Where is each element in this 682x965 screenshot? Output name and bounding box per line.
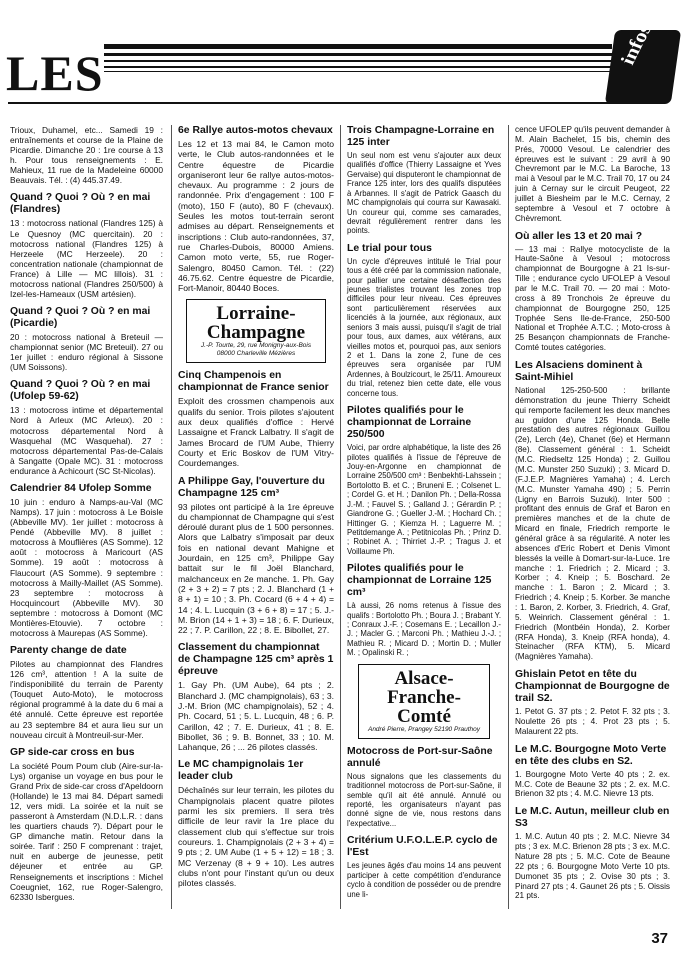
article-text: 1. Petot G. 37 pts ; 2. Petot F. 32 pts ; 3. Noulette 26 pts ; 4. Prot 23 pts ; 5. Malaurent 22 pts. <box>515 707 670 736</box>
article-heading: GP side-car cross en bus <box>10 746 135 758</box>
article-heading: Pilotes qualifiés pour le championnat de Lorraine 125 cm³ <box>347 563 492 599</box>
column-divider <box>340 125 341 909</box>
header-rule <box>104 71 612 72</box>
infos-badge <box>605 21 681 104</box>
article-heading: Calendrier 84 Ufolep Somme <box>10 482 152 494</box>
article-text: 93 pilotes ont participé à la 1re épreuve du championnat de Champagne qui s'est déroulé durant plus de 1 500 personnes. Alors que Lalbatry s'imposait par deux fois en national devant Mahigne et Jourdain, en 125 cm³, Philippe Gay battait sur le fil Joël Blanchard, malchanceux en 2e manche. 1. Ph. Gay (2 + 3 + 2) = 7 pts ; 2. J. Blanchard (1 + 8 + 1) = 10 ; 3. Ph. Cocard (6 + 4 + 4) = 14 ; 4. L. Lucquin (3 + 6 + 8) = 17 ; 5. J.-M. Brion (14 + 1 + 3) = 18 ; 6. F. Durieux, 22 ; 7. P. Carillon, 22 ; 8. E. Bibollet, 27. <box>178 501 334 636</box>
article-text: Un cycle d'épreuves intitulé le Trial pour tous a été créé par la commission nationale, pour pallier une certaine désaffection des jeunes trialistes trouvant les zones trop difficiles pour leur niveau. Ces épreuves sont particulièrement réservées aux licenciés à la journée, aux régionaux, aux seniors 3 mais aussi, puisqu'il s'agit de trial pour tous, aux dames, aux vétérans, aux vieilles motos et, pourquoi pas, aux seniors 2 et 1. Dans la zone 2, l'une de ces épreuves sera organisée par l'UM Ardennes, à Boulzicourt, le 25/11. Amoureux du trial, retenez bien cette date, elle vous concerne tous. <box>347 256 501 398</box>
article-heading: Parenty change de date <box>10 645 127 657</box>
article-text: Exploit des crossmen champenois aux qualifs du senior. Trois pilotes s'ajoutent aux deux qualifiés d'office : Hervé Lassaigne et Franck Lalbatry. Il s'agit de James Brocard de l'UM Aube, Thierry Courty et Eric Boskov de l'UM Vitry-Courdemanges. <box>178 396 334 469</box>
column-3 <box>347 125 501 899</box>
header-rule <box>104 53 612 56</box>
column-divider <box>171 125 172 909</box>
article-text: cence UFOLEP qu'ils peuvent demander à M. Alain Bachelet, 15 bis, chemin des Prés, 70000 Vesoul. Le calendrier des épreuves est le suivant : 29 avril à 90 Chevremont par le M.C. La Baroche, 13 mai à Vesoul par le M.C. Trail 70, 17 ou 24 juin à Cernay sur le circuit Peugeot, 22 juillet à Biesheim par le M.C. Cernay, 2 septembre à Vesoul et 7 octobre à Chèvremont. <box>515 125 670 223</box>
article-heading: Cinq Champenois en championnat de France senior <box>178 370 329 394</box>
header-rule <box>8 102 612 104</box>
article-heading: Classement du championnat de Champagne 125 cm³ après 1 épreuve <box>178 642 334 678</box>
article-text: National 125-250-500 : brillante démonstration du jeune Thierry Scheidt qui remporte facilement les deux manches au guidon d'une 125 Honda. Belle prestation des autres régionaux Guillou (2e), Lerch (4e), Chanet (6e) et Hermann (8e). Classement général : 1. Scheidt (M.C. Riedseltz 125 Honda) ; 2. Guillou (M.C. Munster 250 Suzuki) ; 3. Micard D. (F.J.E.P. Magnières Yamaha) ; 4. Lerch (M.C. Munster Yamaha 490) ; 5. Perrin (Ligny en Barrois Suzuki). Inter 500 : profitant des ennuis de Graf et Baron en premières manches et de la chute de Micard en finale, Friedrich remporte le général grâce à sa régularité. A noter les absences d'Eric Robert et Denis Vimont blessés la veille à Domart-sur-la-Luce. 1re manche : 1. Friedrich ; 2. Micard ; 3. Korber ; 4. Kneip ; 5. Boschard. 2e manche : 1. Baron ; 2. Micard ; 3. Friedrich ; 4. Kneip ; 5. Korber. 3e manche : 1. Baron, 2. Korber, 3. Friedrich, 4. Graf, 5. Weinrich. Classement général : 1. Friedrich (Montbéin Honda), 2. Korber (RFA Honda), 3. Kneip (RFA honda), 4. Steinacher (RFA KTM), 5. Micard (Magnières Yamaha). <box>515 386 670 662</box>
article-text: Pilotes au championnat des Flandres 126 cm³, attention ! A la suite de l'indisponibilité du terrain de Parenty (Touquet Auto-Moto), le motocross régional programmé à la date du 6 mai a été annulé. Cette épreuve est reportée au 23 septembre 84 et aura lieu sur un nouveau circuit à Montreuil-sur-Mer. <box>10 659 163 740</box>
region-title: Alsace-Franche-Comté <box>387 667 461 727</box>
region-title: Lorraine-Champagne <box>206 303 306 344</box>
article-text: Là aussi, 26 noms retenus à l'issue des qualifs : Bortolotto Ph. ; Boura J. ; Brabant Y. ; Conraux J.-F. ; Cosemans E. ; Lecaillon J.-J. ; Macler G. ; Marconi Ph. ; Mathieu J.-J. ; Mathieu R. ; Micard D. ; Mortin D. ; Muller M. ; Opalinski R. ; <box>347 601 502 658</box>
header-rule <box>104 66 612 68</box>
article-text: 1. Gay Ph. (UM Aube), 64 pts ; 2. Blanchard J. (MC champignolais), 63 ; 3. J.-M. Brion (MC champignolais), 52 ; 4. Ph. Cocard, 51 ; 5. L. Lucquin, 48 ; 6. P. Carillon, 42 ; 7. E. Durieux, 41 ; 8. E. Bibollet, 36 ; 9. B. Bonnet, 33 ; 10. M. Lahanque, 26 ; ... 26 pilotes classés. <box>178 680 334 753</box>
article-text: 20 : motocross national à Breteuil — championnat senior (MC Breteuil). 27 ou 1er juillet : enduro régional à Sissone (UM Soissons). <box>10 332 163 373</box>
article-heading: Quand ? Quoi ? Où ? en mai (Flandres) <box>10 192 151 216</box>
article-text: Les jeunes âgés d'au moins 14 ans peuvent participer à cette compétition d'endurance cyclo à condition de posséder ou de prendre une li- <box>347 861 501 899</box>
header-rule <box>104 44 612 49</box>
region-address: André Pierre, Prangey 52190 Prauthoy <box>367 725 480 733</box>
article-text: La société Poum Poum club (Aire-sur-la-Lys) organise un voyage en bus pour le Grand Prix de side-car cross d'Apeldoorn (Hollande) le 13 mai 84. Départ samedi 12, vers midi. La soirée et la nuit se passeront à Amsterdam (N.D.L.R. : dans les quartiers chauds ?). Départ pour le GP dimanche matin. Retour dans la soirée. Tarif : 250 F comprenant : trajet, nuit en auberge de jeunesse, petit déjeuner et entrée au GP. Renseignements et inscriptions : Michel Coeugniet, 162, rue Roger-Salengro, 62330 Isbergues. <box>10 760 163 902</box>
article-text: 1. M.C. Autun 40 pts ; 2. M.C. Nievre 34 pts ; 3 ex. M.C. Brienon 28 pts ; 3 ex. M.C. Nature 28 pts ; 5. M.C. Cote de Beaune 22 pts ; 6. Bourgogne Moto Verte 10 pts. Dumonet 35 pts ; 2. Ovise 30 pts ; 3. Pinard 27 pts ; 4. Gaunet 26 pts ; 5. Oissis 21 pts. <box>515 832 670 901</box>
article-heading: Pilotes qualifiés pour le championnat de Lorraine 250/500 <box>347 405 472 441</box>
article-heading: Le MC champignolais 1er leader club <box>178 759 304 783</box>
article-text: 10 juin : enduro à Namps-au-Val (MC Namps). 17 juin : motocross à Le Boisle (Abbeville MV). 1er juillet : motocross à Pendé (Abbeville MV). 8 juillet : motocross à Mouflières (AS Somme). 12 août : motocross à Maricourt (AS Somme). 19 août : motocross à Flaucourt (AS Somme). 9 septembre : motocross à Mailly-Maillet (AS Somme). 23 septembre : motocross à Hocquincourt (Abbeville MV). 30 septembre : motocross à Domont (MC Montières-Etouvie). 7 octobre : motocross à Maurepas (AS Somme). <box>10 496 163 638</box>
page-number: 37 <box>651 930 668 947</box>
section-title: LES <box>6 45 104 101</box>
article-text: Déchaînés sur leur terrain, les pilotes du Champignolais placent quatre pilotes parmi les six premiers. Il sera très difficile de leur ravir la 1re place du classement club qui s'effectue sur trois coureurs. 1. Champignolais (2 + 3 + 4) = 9 pts ; 2. UM Aube (1 + 5 + 12) = 18 ; 3. MC Verzenay (8 + 9 + 10). Les autres clubs n'ont pour l'instant qu'un ou deux pilotes classés. <box>178 785 334 889</box>
column-2 <box>178 125 334 888</box>
article-heading: A Philippe Gay, l'ouverture du Champagne 125 cm³ <box>178 475 325 499</box>
region-address: J.-P. Tourte, 29, rue Monigny-aux-Bois 08000 Charleville Mézières <box>200 342 312 358</box>
article-text: 13 : motocross national (Flandres 125) à Le Quesnoy (MC quercitain). 20 : motocross national (Flandres 125) à Herzeele (MC Herzeele). 20 : concentration nationale (championnat de France) à Lille — MC lillois). 31 : motocross national (Flandres 250/500) à Izel-les-Hameaux (USM artésien). <box>10 218 163 300</box>
article-heading: Trois Champagne-Lorraine en 125 inter <box>347 125 495 148</box>
article-text: Nous signalons que les classements du traditionnel motocross de Port-sur-Saône, il semble qu'il ait été annulé. Annulé ou reporté, les organisateurs n'ayant pas donné signe de vie, nous restons dans l'expectative... <box>347 771 501 828</box>
article-heading: Quand ? Quoi ? Où ? en mai (Picardie) <box>10 306 151 330</box>
article-text: 13 : motocross intime et départemental Nord à Arleux (MC Arleux). 20 : motocross départemental Nord à Wasquehal (MC Wasquehal). 27 : motocross départemental Pas-de-Calais à Sangatte (Opale MC). 31 : motocross endurance à Achicourt (SC St-Nicolas). <box>10 405 163 476</box>
article-heading: Le trial pour tous <box>347 242 432 254</box>
article-text: Les 12 et 13 mai 84, le Camon moto verte, le Club autos-randonnées et le Centre équestre de Picardie organiseront leur 6e rallye autos-motos-chevaux. Au programme : 2 jours de randonnée. Prix d'engagement : 100 F (moto), 150 F (auto), 80 F (chevaux). Seules les motos tout-terrain seront admises au départ. Renseignements et inscriptions : Club auto-randonnées, 37, rue Charles-Dubois, 80000 Amiens. Camon moto verte, 55, rue Roger-Salengro, 80450 Camon. Tél. : (22) 46.75.62. Centre équestre de Picardie, Fort-Manoir, 80440 Boces. <box>178 139 334 294</box>
article-heading: Le M.C. Autun, meilleur club en S3 <box>515 806 670 830</box>
column-1 <box>10 125 163 902</box>
badge-label: infos <box>616 21 657 68</box>
article-heading: Motocross de Port-sur-Saône annulé <box>347 745 493 769</box>
article-text: 1. Bourgogne Moto Verte 40 pts ; 2. ex. M.C. Cote de Beaune 32 pts ; 2. ex. M.C. Brienon 32 pts ; 4. M.C. Nievre 13 pts. <box>515 769 670 799</box>
article-columns <box>10 125 670 915</box>
article-heading: Où aller les 13 et 20 mai ? <box>515 230 643 242</box>
article-heading: Les Alsaciens dominent à Saint-Mihiel <box>515 360 643 384</box>
article-text: Trioux, Duhamel, etc... Samedi 19 : entraînements et course de la Plaine de Picardie. Dimanche 20 : 1re course à 13 h. Pour tous renseignements : E. Mahieux, 11 rue de la Madeleine 60000 Beauvais. Tél. : (4) 445.37.49. <box>10 125 163 186</box>
article-heading: 6e Rallye autos-motos chevaux <box>178 125 333 136</box>
article-heading: Quand ? Quoi ? Où ? en mai (Ufolep 59-62) <box>10 379 151 403</box>
column-4 <box>515 125 670 901</box>
header-rule <box>104 60 612 62</box>
article-text: Un seul nom est venu s'ajouter aux deux qualifiés d'office (Thierry Lassaigne et Yves Gervaise) qui disputeront le championnat de France 125 inter, lors des qualifs disputées à Arbannes. Il s'agit de Patrick Gaasch du MC champignolais qui courra sur Kawasaki. Un coureur qui, comme ses camarades, devrait régulièrement rentrer dans les points. <box>347 151 501 236</box>
article-text: Voici, par ordre alphabétique, la liste des 26 pilotes qualifiés à l'issue de l'épreuve de Jouy-en-Argonne en championnat de Lorraine 250/500 cm³ : Benbekhti-Lahssein ; Bortolotto B. et C. ; Bruneni E. ; Colsenet L. ; Cordel G. et H. ; Danilon Ph. ; Della-Rossa J.-M. ; Fauvel S. ; Galland J. ; Gérardin P. ; Giandrone G. ; Gueller J.-M. ; Hochard Ch. ; Hittinger G. ; Kiemza H. ; Laguerre M. ; Petitdemange A. ; Petitnicolas Ph. ; Prinz D. ; Robinet A. ; Thirriet J.-P. ; Tragus J. et Voillaume Ph. <box>347 443 501 556</box>
article-heading: Le M.C. Bourgogne Moto Verte en tête des clubs en S2. <box>515 743 667 767</box>
region-box <box>358 664 490 739</box>
article-heading: Ghislain Petot en tête du Championnat de Bourgogne de trail S2. <box>515 669 670 705</box>
article-heading: Critérium U.F.O.L.E.P. cyclo de l'Est <box>347 835 498 859</box>
column-divider <box>508 125 509 909</box>
article-text: — 13 mai : Rallye motocycliste de la Haute-Saône à Vesoul ; motocross championnat de Bourgogne à 21 Is-sur-Tille ; endurance cyclo UFOLEP à Vesoul par le M.C. Trail 70. — 20 mai : Moto-cross à 89 Tronchois 2e épreuve du championnat de Bourgogne 250, 125 Trophée Sens Ile-de-France, 250-500 National et Trophée A.T.C. ; Moto-cross à 25 Besançon championnats de Franche-Comté toutes catégories. <box>515 244 670 353</box>
region-box <box>186 299 326 363</box>
